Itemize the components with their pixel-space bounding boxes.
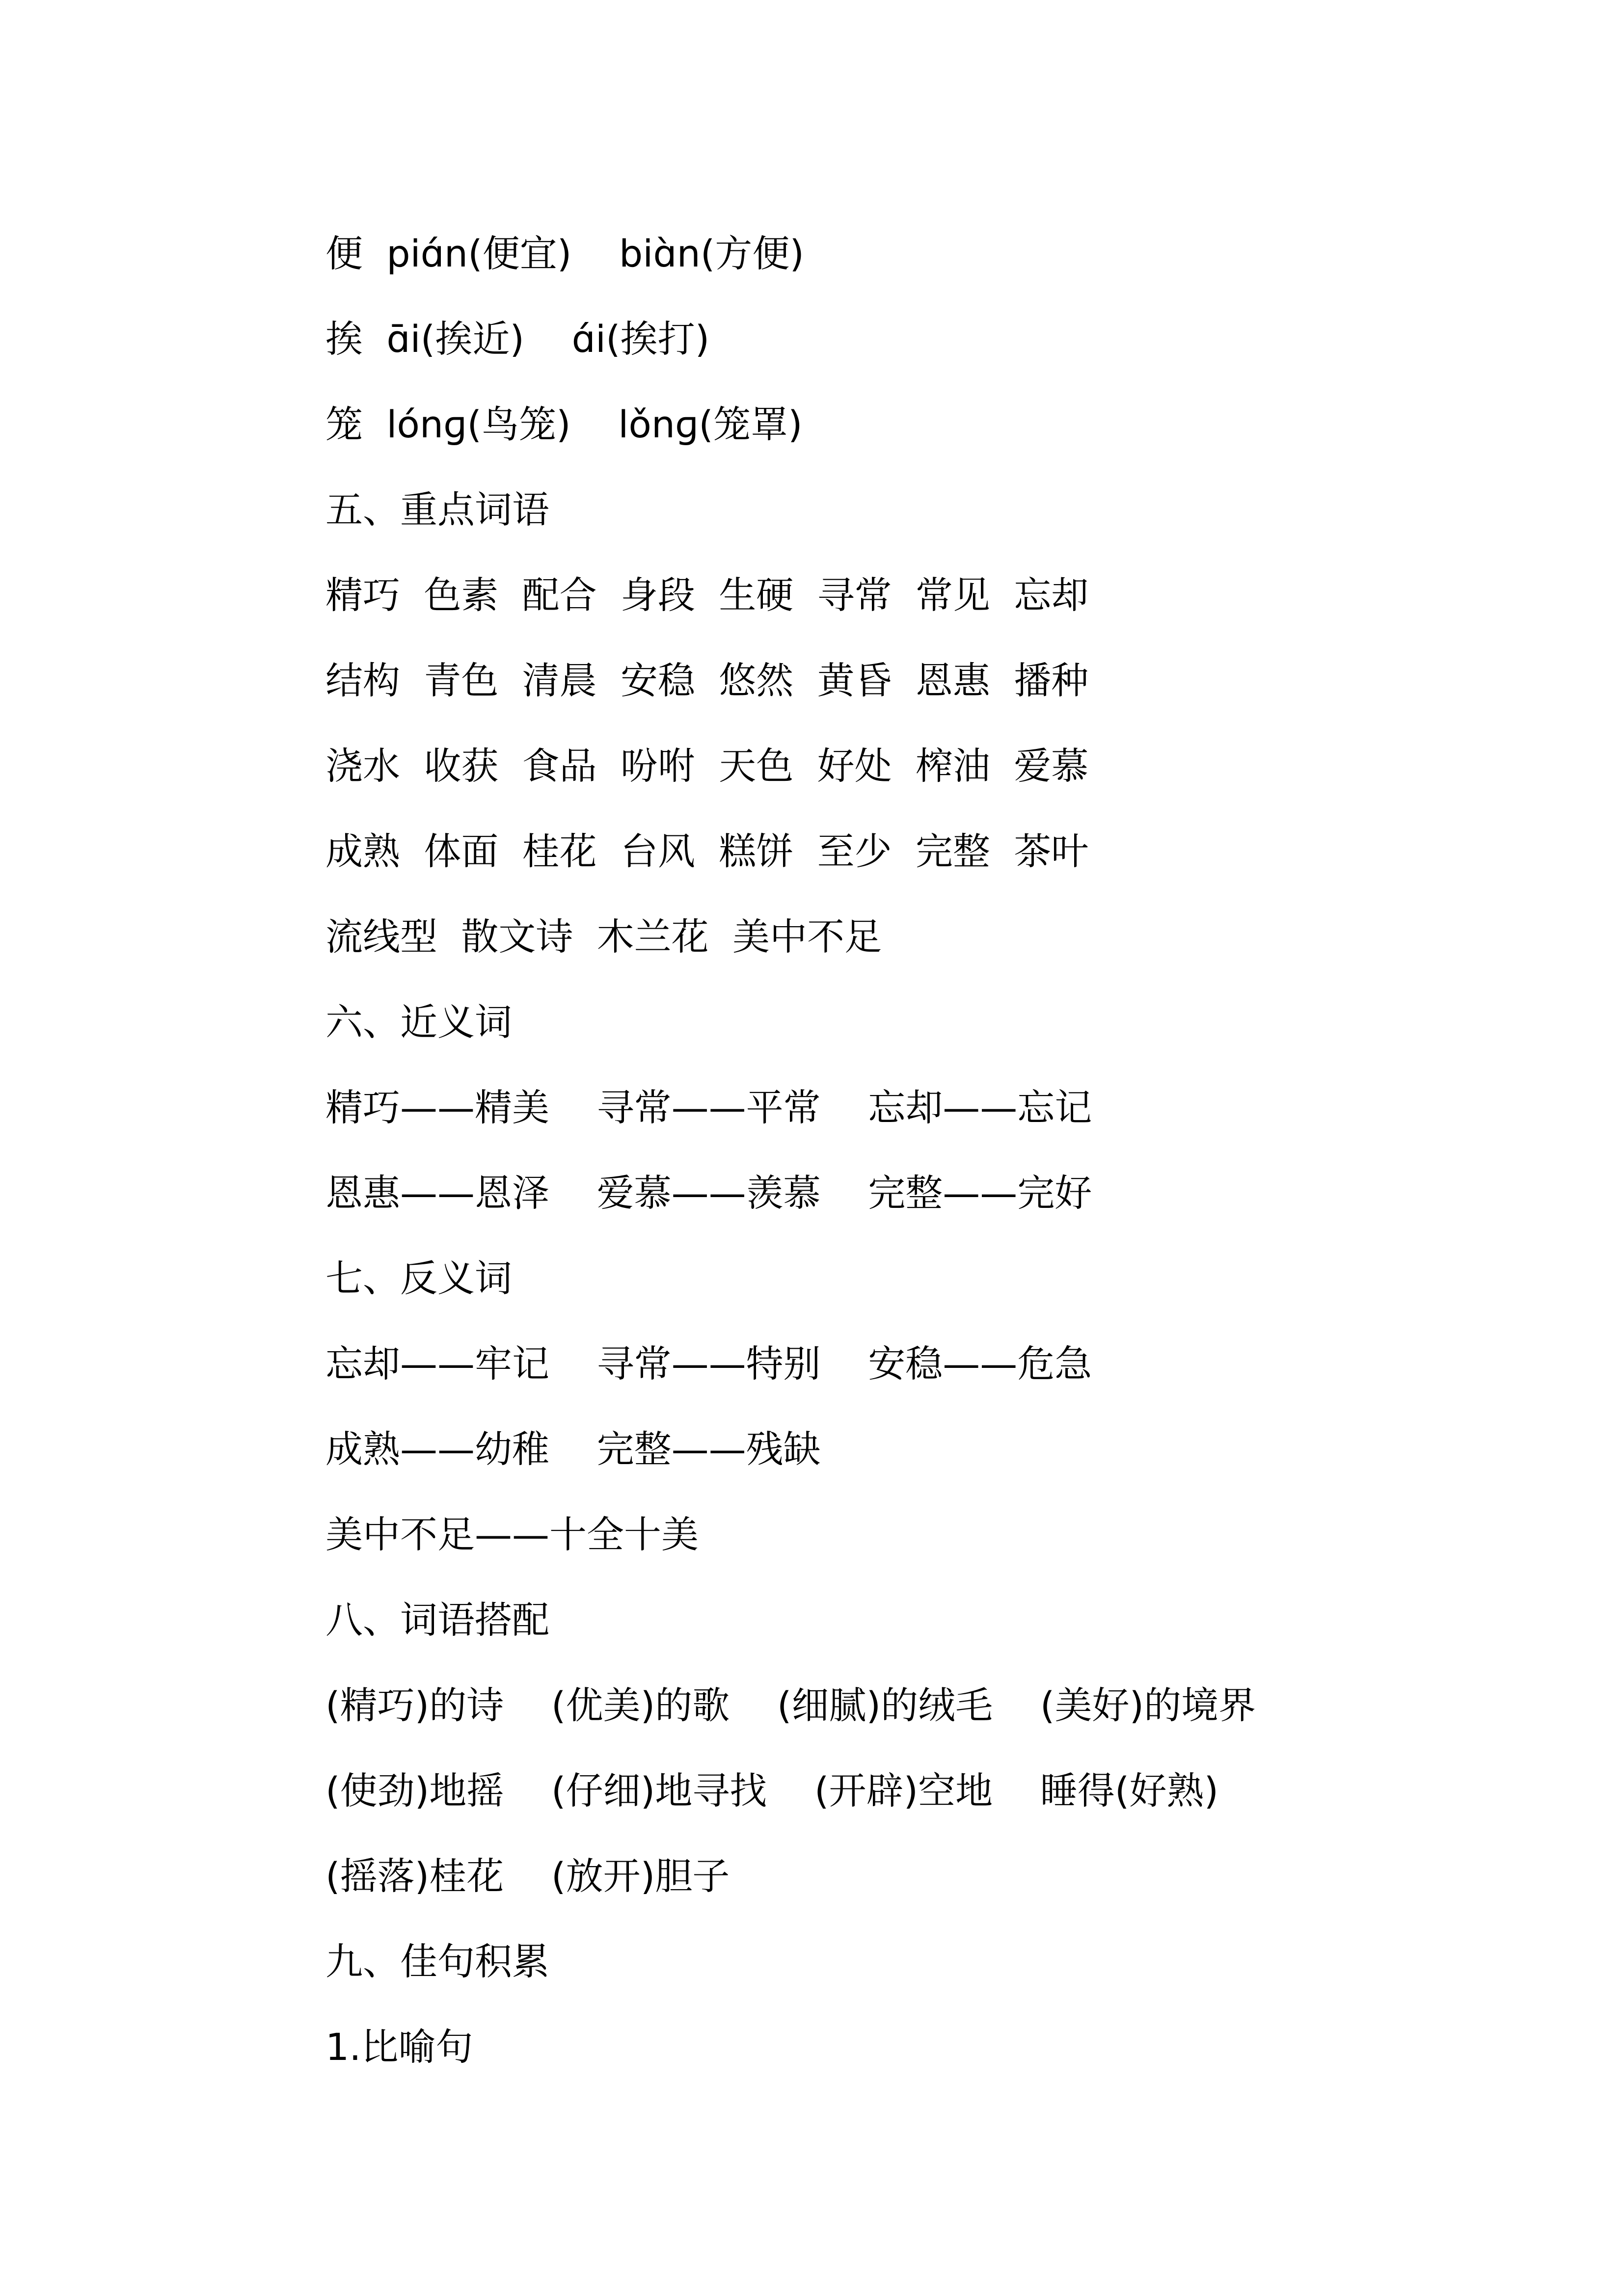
section-heading-collocations: 八、词语搭配: [325, 1598, 549, 1642]
key-words-row: 成熟 体面 桂花 台风 糕饼 至少 完整 茶叶: [325, 829, 1089, 873]
polyphone-line-long: 笼 lónɡ(鸟笼) lǒnɡ(笼罩): [325, 402, 803, 446]
subheading-metaphor: 1.比喻句: [325, 2025, 473, 2069]
section-heading-antonyms: 七、反义词: [325, 1256, 512, 1300]
polyphone-line-ai: 挨 ɑ̄i(挨近) ɑ́i(挨打): [325, 317, 710, 361]
antonyms-row: 成熟——幼稚 完整——残缺: [325, 1427, 821, 1471]
collocations-row: (使劲)地摇 (仔细)地寻找 (开辟)空地 睡得(好熟): [325, 1769, 1219, 1813]
key-words-row: 浇水 收获 食品 吩咐 天色 好处 榨油 爱慕: [325, 744, 1089, 788]
key-words-row: 流线型 散文诗 木兰花 美中不足: [325, 915, 882, 959]
synonyms-row: 恩惠——恩泽 爱慕——羡慕 完整——完好: [325, 1171, 1092, 1215]
collocations-row: (摇落)桂花 (放开)胆子: [325, 1854, 730, 1898]
polyphone-line-bian: 便 piɑ́n(便宜) biɑ̀n(方便): [325, 232, 805, 275]
synonyms-row: 精巧——精美 寻常——平常 忘却——忘记: [325, 1086, 1092, 1129]
antonyms-row: 忘却——牢记 寻常——特别 安稳——危急: [325, 1342, 1092, 1386]
collocations-row: (精巧)的诗 (优美)的歌 (细腻)的绒毛 (美好)的境界: [325, 1683, 1256, 1727]
document-body: [325, 211, 1455, 2090]
key-words-row: 结构 青色 清晨 安稳 悠然 黄昏 恩惠 播种: [325, 659, 1089, 702]
key-words-row: 精巧 色素 配合 身段 生硬 寻常 常见 忘却: [325, 573, 1089, 617]
section-heading-synonyms: 六、近义词: [325, 1000, 512, 1044]
antonyms-row: 美中不足——十全十美: [325, 1513, 699, 1556]
section-heading-sentences: 九、佳句积累: [325, 1940, 549, 1983]
section-heading-key-words: 五、重点词语: [325, 488, 549, 532]
